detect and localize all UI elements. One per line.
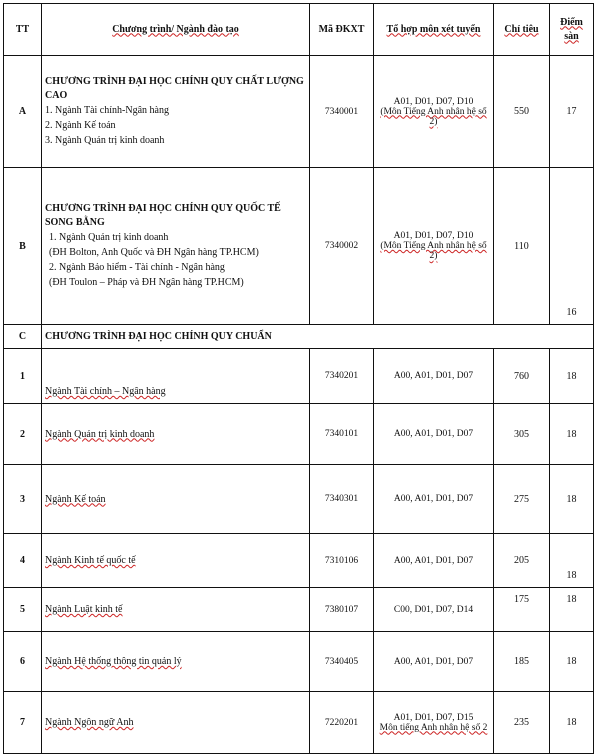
row-b-program — [42, 168, 310, 325]
major-3-code: 7340301 — [310, 465, 374, 534]
header-program — [42, 4, 310, 56]
major-7-combo-note: Môn tiếng Anh nhân hệ số 2 — [379, 722, 488, 733]
major-7-tt: 7 — [4, 692, 42, 754]
admission-table — [3, 3, 594, 754]
table-row-b — [4, 168, 594, 325]
row-a-program — [42, 56, 310, 168]
major-7-score: 18 — [550, 692, 594, 754]
major-5-name-text: Ngành Luật kinh tế — [45, 604, 123, 615]
major-2-quota: 305 — [494, 404, 550, 465]
major-6-name — [42, 632, 310, 692]
major-7-code: 7220201 — [310, 692, 374, 754]
major-5-code: 7380107 — [310, 588, 374, 632]
major-7-combo — [374, 692, 494, 754]
table-row — [4, 349, 594, 404]
row-a-items — [45, 104, 306, 148]
header-tt: TT — [4, 4, 42, 56]
major-5-combo: C00, D01, D07, D14 — [374, 588, 494, 632]
table-row — [4, 465, 594, 534]
major-7-name-text: Ngành Ngôn ngữ Anh — [45, 717, 134, 728]
row-b-code: 7340002 — [310, 168, 374, 325]
major-2-tt: 2 — [4, 404, 42, 465]
row-b-tt: B — [4, 168, 42, 325]
header-row — [4, 4, 594, 56]
row-a-title: CHƯƠNG TRÌNH ĐẠI HỌC CHÍNH QUY CHẤT LƯỢNG CAO — [45, 75, 304, 101]
major-1-tt: 1 — [4, 349, 42, 404]
header-quota-label: Chỉ tiêu — [504, 23, 539, 35]
header-score — [550, 4, 594, 56]
major-2-name-text: Ngành Quản trị kinh doanh — [45, 428, 155, 440]
row-c-title: CHƯƠNG TRÌNH ĐẠI HỌC CHÍNH QUY CHUẨN — [42, 325, 594, 349]
row-b-item-1-note: (ĐH Bolton, Anh Quốc và ĐH Ngân hàng TP.HCM) — [49, 246, 259, 258]
major-1-score: 18 — [550, 349, 594, 404]
major-3-score: 18 — [550, 465, 594, 534]
major-2-code: 7340101 — [310, 404, 374, 465]
major-7-quota: 235 — [494, 692, 550, 754]
major-4-score: 18 — [550, 534, 594, 588]
table-row — [4, 534, 594, 588]
row-b-items — [49, 231, 306, 290]
major-1-combo: A00, A01, D01, D07 — [374, 349, 494, 404]
major-2-name — [42, 404, 310, 465]
header-combo-label: Tổ hợp môn xét tuyển — [386, 23, 481, 35]
major-1-code: 7340201 — [310, 349, 374, 404]
major-6-code: 7340405 — [310, 632, 374, 692]
header-quota — [494, 4, 550, 56]
row-b-title: CHƯƠNG TRÌNH ĐẠI HỌC CHÍNH QUY QUỐC TẾ SONG BẰNG — [45, 202, 281, 228]
major-3-name — [42, 465, 310, 534]
major-4-quota: 205 — [494, 534, 550, 588]
major-7-name — [42, 692, 310, 754]
row-a-combo-note: (Môn Tiếng Anh nhân hệ số 2) — [380, 106, 487, 127]
table-row-c — [4, 325, 594, 349]
row-b-quota: 110 — [494, 168, 550, 325]
major-4-combo: A00, A01, D01, D07 — [374, 534, 494, 588]
major-1-quota: 760 — [494, 349, 550, 404]
major-5-name — [42, 588, 310, 632]
row-a-item-2: 2. Ngành Kế toán — [45, 119, 116, 131]
row-b-item-1: 1. Ngành Quản trị kinh doanh — [49, 231, 169, 243]
row-a-quota: 550 — [494, 56, 550, 168]
header-program-label: Chương trình/ Ngành đào tạo — [112, 23, 239, 35]
major-2-combo: A00, A01, D01, D07 — [374, 404, 494, 465]
row-a-score: 17 — [550, 56, 594, 168]
header-score-label: Điểm sàn — [560, 16, 583, 42]
row-c-tt: C — [4, 325, 42, 349]
major-6-combo: A00, A01, D01, D07 — [374, 632, 494, 692]
major-1-name-text: Ngành Tài chính – Ngân hàng — [45, 386, 166, 397]
major-6-score: 18 — [550, 632, 594, 692]
major-5-tt: 5 — [4, 588, 42, 632]
row-a-tt: A — [4, 56, 42, 168]
table-row — [4, 404, 594, 465]
row-b-item-2-note: (ĐH Toulon – Pháp và ĐH Ngân hàng TP.HCM) — [49, 276, 244, 288]
row-b-combo — [374, 168, 494, 325]
major-5-score: 18 — [550, 588, 594, 632]
header-combo — [374, 4, 494, 56]
row-a-combo — [374, 56, 494, 168]
row-b-score: 16 — [550, 168, 594, 325]
header-code: Mã ĐKXT — [310, 4, 374, 56]
table-row — [4, 588, 594, 632]
row-b-combo-note: (Môn Tiếng Anh nhân hệ số 2) — [380, 241, 487, 261]
major-4-name — [42, 534, 310, 588]
major-3-quota: 275 — [494, 465, 550, 534]
major-4-name-text: Ngành Kinh tế quốc tế — [45, 555, 136, 566]
row-a-code: 7340001 — [310, 56, 374, 168]
major-5-quota: 175 — [494, 588, 550, 632]
major-4-tt: 4 — [4, 534, 42, 588]
major-4-code: 7310106 — [310, 534, 374, 588]
row-a-item-1: 1. Ngành Tài chính-Ngân hàng — [45, 104, 169, 116]
table-row — [4, 632, 594, 692]
major-3-name-text: Ngành Kế toán — [45, 493, 106, 505]
table-row-a — [4, 56, 594, 168]
major-7-combo-list: A01, D01, D07, D15 — [393, 712, 474, 723]
major-3-tt: 3 — [4, 465, 42, 534]
row-b-item-2: 2. Ngành Bảo hiểm - Tài chính - Ngân hàng — [49, 261, 225, 273]
major-6-quota: 185 — [494, 632, 550, 692]
major-3-combo: A00, A01, D01, D07 — [374, 465, 494, 534]
row-a-item-3: 3. Ngành Quản trị kinh doanh — [45, 134, 165, 146]
table-row — [4, 692, 594, 754]
major-1-name — [42, 349, 310, 404]
row-a-combo-list: A01, D01, D07, D10 — [393, 96, 474, 107]
major-6-name-text: Ngành Hệ thống thông tin quản lý — [45, 656, 182, 667]
major-6-tt: 6 — [4, 632, 42, 692]
row-b-combo-list: A01, D01, D07, D10 — [393, 231, 474, 241]
major-2-score: 18 — [550, 404, 594, 465]
